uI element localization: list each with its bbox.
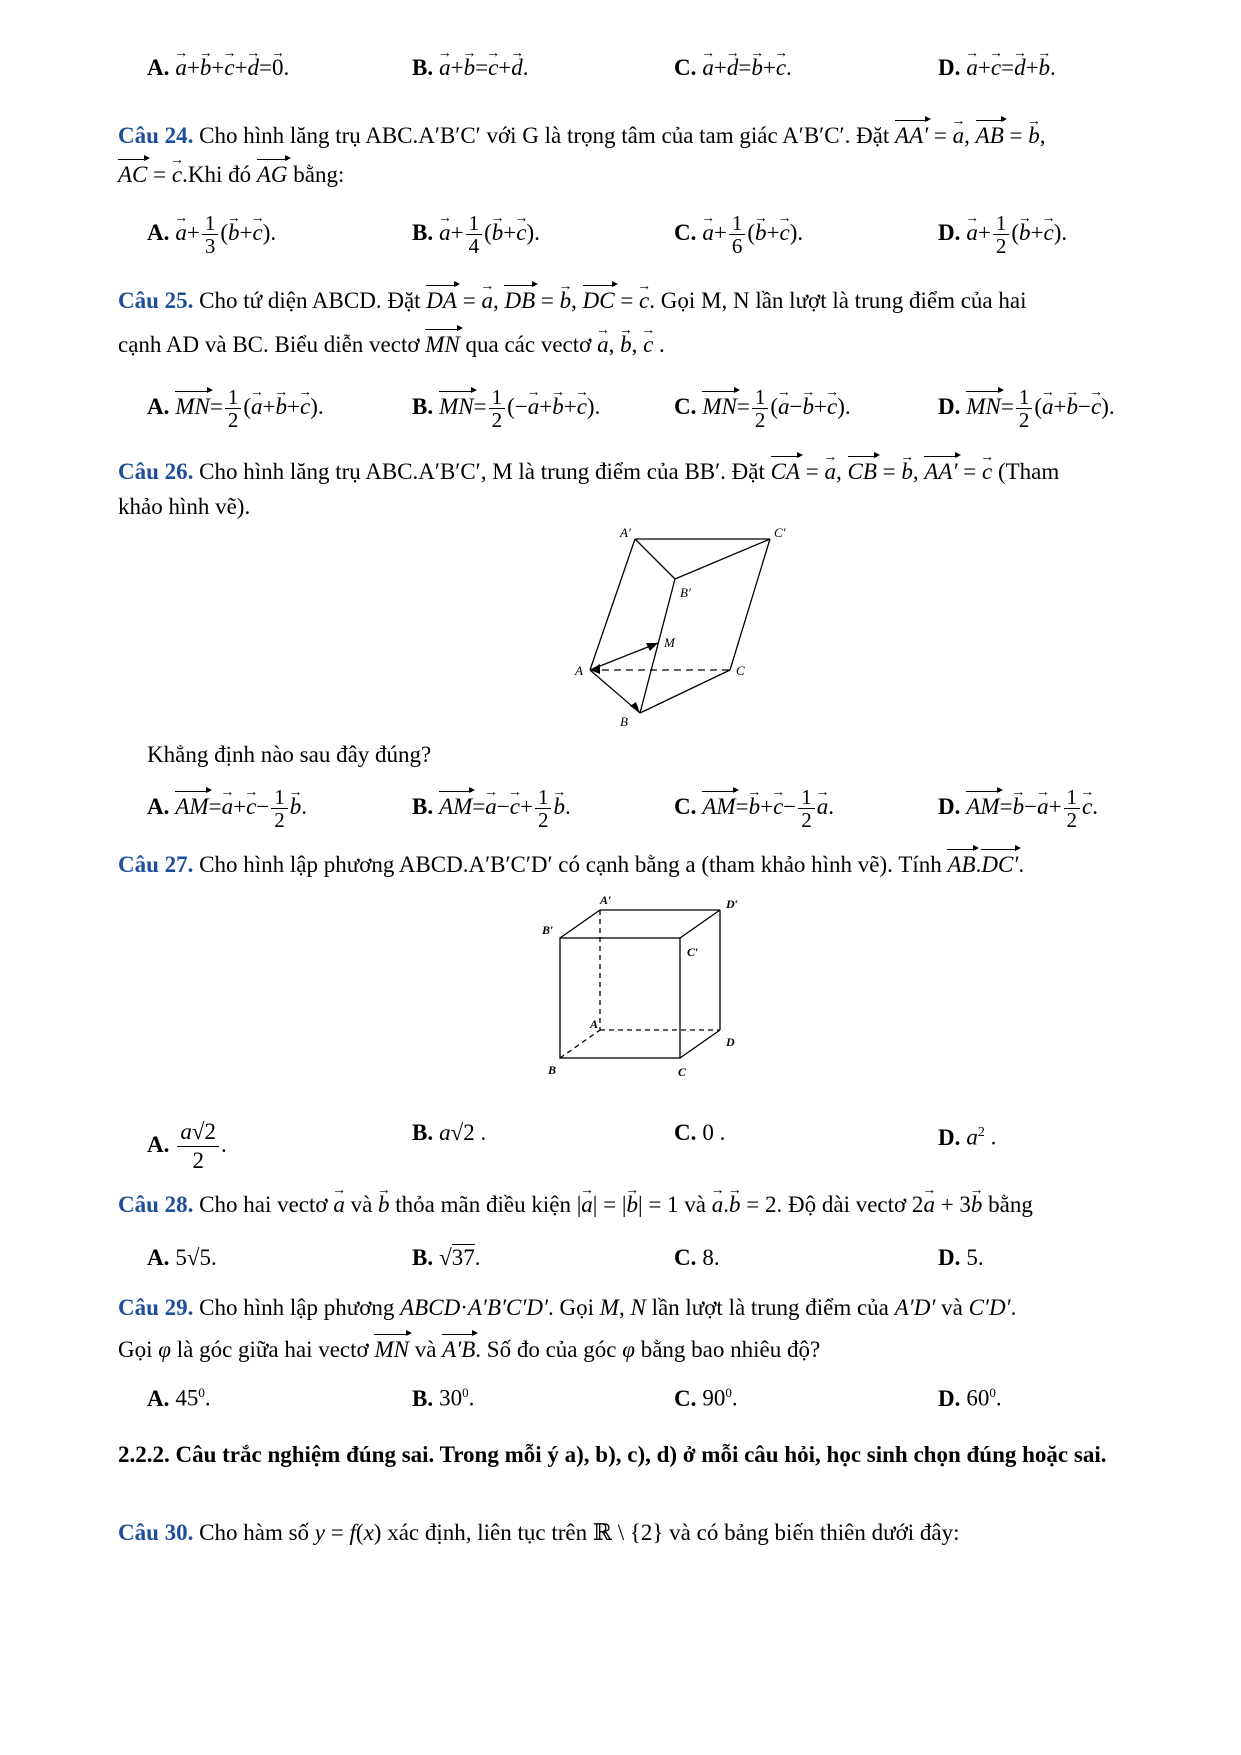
q29-stem-line2: Gọi φ là góc giữa hai vectơ MN và A′B. Số đo của góc φ bằng bao nhiêu độ? xyxy=(118,1335,820,1365)
q27-option-c[interactable]: C. 0 . xyxy=(674,1120,726,1145)
q28-option-c[interactable]: C. 8. xyxy=(674,1245,720,1270)
q26-prism-figure xyxy=(560,525,800,730)
q25-option-b[interactable]: B. MN= $\frac{1}{2}$ (−a →+b →+c →). xyxy=(412,386,600,431)
q26-option-c[interactable]: C. AM=b →+c →− $\frac{1}{2}$ a →. xyxy=(674,786,834,831)
fig27-label-a-prime: A′ xyxy=(600,893,612,907)
q27-option-d[interactable]: D. $a^2$ . xyxy=(938,1124,997,1150)
q24-text1: Cho hình lăng trụ ABC.A′B′C′ với G là trọng tâm của tam giác A′B′C′. Đặt xyxy=(199,123,890,148)
q26-stem-line2: khảo hình vẽ). xyxy=(118,494,251,519)
q26-option-b[interactable]: B. AM=a →−c →+ $\frac{1}{2}$ b →. xyxy=(412,786,571,831)
q24-option-b[interactable]: B. a →+ $\frac{1}{4}$ (b →+c →). xyxy=(412,212,540,257)
q26-prompt: Khẳng định nào sau đây đúng? xyxy=(147,742,432,767)
q30-stem: Câu 30. Cho hàm số y = f(x) xác định, liên tục trên ℝ \ {2} và có bảng biến thiên dưới đây: xyxy=(118,1520,960,1545)
q29-option-a[interactable]: A. $45^0$. xyxy=(147,1385,211,1411)
q28-option-a[interactable]: A. 5√5. xyxy=(147,1245,217,1270)
q27-cube-figure xyxy=(530,890,760,1085)
q23-option-b[interactable]: B. a →+b →=c →+d →. xyxy=(412,53,529,83)
q27-stem: Câu 27. Cho hình lập phương ABCD.A′B′C′D′ có cạnh bằng a (tham khảo hình vẽ). Tính AB.DC′. xyxy=(118,850,1024,880)
q27-option-b[interactable]: B. a√2 . xyxy=(412,1120,487,1145)
fig26-label-a: A xyxy=(575,663,583,678)
section-heading: 2.2.2. Câu trắc nghiệm đúng sai. Trong mỗi ý a), b), c), d) ở mỗi câu hỏi, học sinh chọn đúng hoặc sai. xyxy=(118,1442,1107,1467)
q24-option-d[interactable]: D. a →+ $\frac{1}{2}$ (b →+c →). xyxy=(938,212,1067,257)
q28-option-b[interactable]: B. √37. xyxy=(412,1245,481,1270)
q28-option-d[interactable]: D. 5. xyxy=(938,1245,984,1270)
q24-stem-line1: Câu 24. Cho hình lăng trụ ABC.A′B′C′ với G là trọng tâm của tam giác A′B′C′. Đặt AA′ = a →, AB = b →, xyxy=(118,121,1046,151)
fig27-label-d-prime: D′ xyxy=(726,897,739,911)
q29-option-d[interactable]: D. $60^0$. xyxy=(938,1385,1002,1411)
fig26-label-c: C xyxy=(736,663,745,678)
fig27-label-d: D xyxy=(726,1035,735,1049)
fig26-label-b-prime: B′ xyxy=(680,585,691,600)
fig26-label-m: M xyxy=(664,635,675,650)
q29-stem-line1: Câu 29. Cho hình lập phương ABCD·A′B′C′D′. Gọi M, N lần lượt là trung điểm của A′D′ và C′D′. xyxy=(118,1295,1017,1320)
q25-stem-line2: cạnh AD và BC. Biểu diễn vectơ MN qua các vectơ a →, b →, c → . xyxy=(118,330,665,360)
q24-label: Câu 24. xyxy=(118,123,194,148)
fig26-label-b: B xyxy=(620,714,628,729)
q26-option-a[interactable]: A. AM=a →+c →− $\frac{1}{2}$ b →. xyxy=(147,786,307,831)
q27-option-a[interactable]: A. $\frac{a√2}{2}$ . xyxy=(147,1119,227,1173)
q24-option-a[interactable]: A. a →+ $\frac{1}{3}$ (b →+c →). xyxy=(147,212,276,257)
q23-option-c[interactable]: C. a →+d →=b →+c →. xyxy=(674,53,792,83)
q23-option-d[interactable]: D. a →+c →=d →+b →. xyxy=(938,53,1056,83)
fig26-label-a-prime: A′ xyxy=(620,525,631,540)
fig27-label-b: B xyxy=(548,1063,557,1077)
q28-stem: Câu 28. Cho hai vectơ a → và b → thỏa mãn điều kiện |a →| = |b →| = 1 và a →.b → = 2. Độ dài vectơ 2a → + 3b → bằng xyxy=(118,1190,1033,1220)
q24-stem-line2: AC = c →.Khi đó AG bằng: xyxy=(118,160,344,190)
q23-option-a[interactable]: A. a →+b →+c →+d →=0 →. xyxy=(147,53,289,83)
q29-option-b[interactable]: B. $30^0$. xyxy=(412,1385,475,1411)
q25-option-a[interactable]: A. MN= $\frac{1}{2}$ (a →+b →+c →). xyxy=(147,386,324,431)
fig27-label-b-prime: B′ xyxy=(542,923,554,937)
fig27-label-c: C xyxy=(678,1065,687,1079)
q25-option-c[interactable]: C. MN= $\frac{1}{2}$ (a →−b →+c →). xyxy=(674,386,851,431)
q26-option-d[interactable]: D. AM=b →−a →+ $\frac{1}{2}$ c →. xyxy=(938,786,1098,831)
q25-stem-line1: Câu 25. Cho tứ diện ABCD. Đặt DA = a →, DB = b →, DC = c →. Gọi M, N lần lượt là trung điểm của hai xyxy=(118,286,1027,316)
q24-option-c[interactable]: C. a →+ $\frac{1}{6}$ (b →+c →). xyxy=(674,212,803,257)
q29-option-c[interactable]: C. $90^0$. xyxy=(674,1385,738,1411)
fig27-label-c-prime: C′ xyxy=(687,945,699,959)
fig26-label-c-prime: C′ xyxy=(774,525,786,540)
q25-option-d[interactable]: D. MN= $\frac{1}{2}$ (a →+b →−c →). xyxy=(938,386,1115,431)
q26-stem-line1: Câu 26. Cho hình lăng trụ ABC.A′B′C′, M là trung điểm của BB′. Đặt CA = a →, CB = b →, AA′ = c → (Tham xyxy=(118,457,1059,487)
fig27-label-a: A xyxy=(590,1017,599,1031)
